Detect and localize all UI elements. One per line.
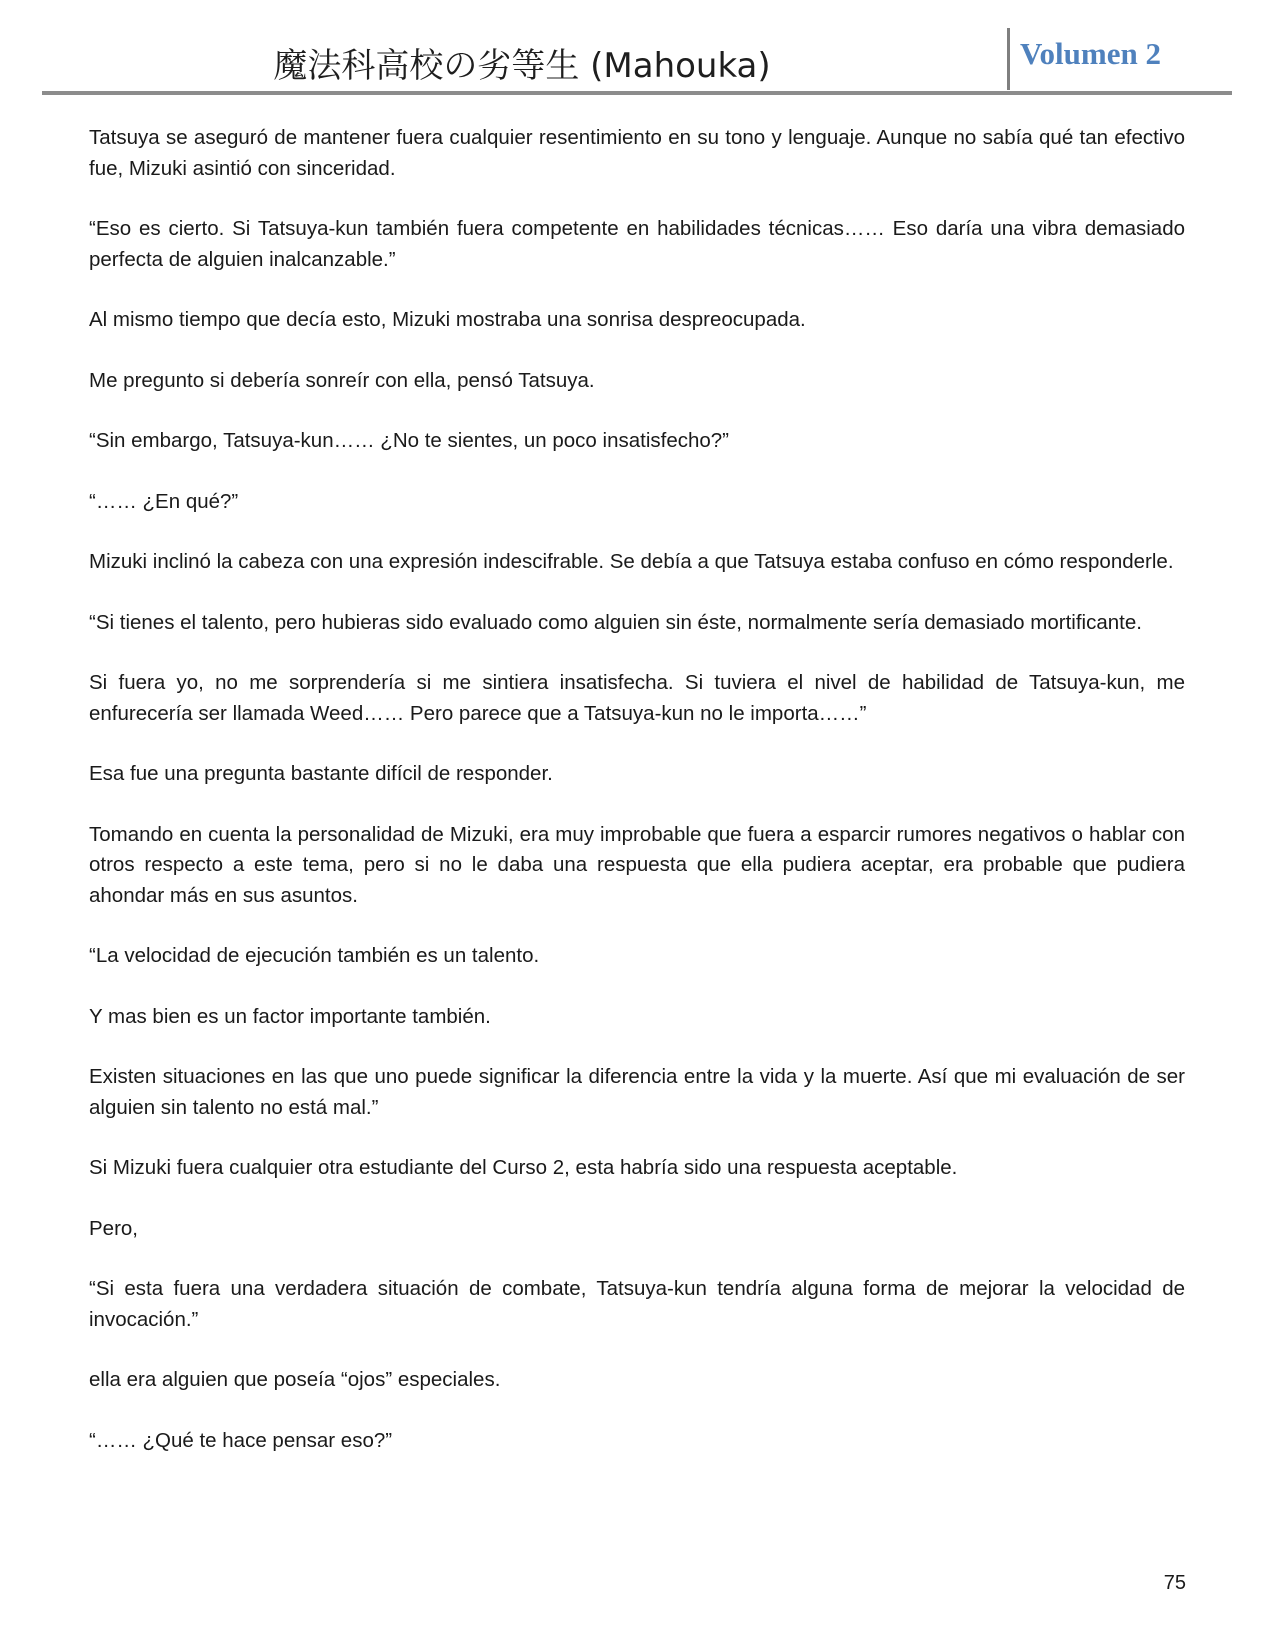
paragraph: “Sin embargo, Tatsuya-kun…… ¿No te sientes, un poco insatisfecho?” [89,429,729,452]
header-divider [1007,28,1010,90]
paragraph: “…… ¿Qué te hace pensar eso?” [89,1428,393,1452]
paragraph: Al mismo tiempo que decía esto, Mizuki mostraba una sonrisa despreocupada. [89,308,806,331]
paragraph: Tomando en cuenta la personalidad de Mizuki, era muy improbable que fuera a esparcir rumores negativos o hablar con otros respecto a este tema, pero si no le daba una respuesta que ella pudiera aceptar, era probable que pudiera ahondar más en sus asuntos. [89,822,1185,907]
paragraph: Si Mizuki fuera cualquier otra estudiante del Curso 2, esta habría sido una respuesta aceptable. [89,1156,958,1179]
volume-label: Volumen 2 [1020,36,1161,71]
paragraph: “Eso es cierto. Si Tatsuya-kun también fuera competente en habilidades técnicas…… Eso daría una vibra demasiado perfecta de alguien inalcanzable.” [89,217,1185,271]
book-title: 魔法科高校の劣等生 (Mahouka) [273,46,771,86]
paragraph: “…… ¿En qué?” [89,489,239,513]
paragraph: Pero, [89,1216,138,1240]
paragraph: Si fuera yo, no me sorprendería si me sintiera insatisfecha. Si tuviera el nivel de habilidad de Tatsuya-kun, me enfurecería ser llamada Weed…… Pero parece que a Tatsuya-kun no le importa……” [89,671,1185,725]
paragraph: Me pregunto si debería sonreír con ella, pensó Tatsuya. [89,368,595,392]
header-rule [42,91,1232,95]
page-number: 75 [1163,1572,1186,1594]
paragraph: “Si tienes el talento, pero hubieras sido evaluado como alguien sin éste, normalmente sería demasiado mortificante. [89,610,1142,634]
paragraph: Tatsuya se aseguró de mantener fuera cualquier resentimiento en su tono y lenguaje. Aunque no sabía qué tan efectivo fue, Mizuki asintió con sinceridad. [89,126,1185,180]
paragraph: Esa fue una pregunta bastante difícil de responder. [89,762,553,785]
paragraph: Mizuki inclinó la cabeza con una expresión indescifrable. Se debía a que Tatsuya estaba confuso en cómo responderle. [89,550,1174,573]
paragraph: ella era alguien que poseía “ojos” especiales. [89,1368,501,1391]
paragraph: “Si esta fuera una verdadera situación de combate, Tatsuya-kun tendría alguna forma de mejorar la velocidad de invocación.” [89,1277,1185,1331]
page-body [89,123,1185,1486]
paragraph: Y mas bien es un factor importante también. [89,1004,491,1028]
paragraph: Existen situaciones en las que uno puede significar la diferencia entre la vida y la muerte. Así que mi evaluación de ser alguien sin talento no está mal.” [89,1065,1185,1119]
page-header [42,28,1230,92]
paragraph: “La velocidad de ejecución también es un talento. [89,944,540,967]
